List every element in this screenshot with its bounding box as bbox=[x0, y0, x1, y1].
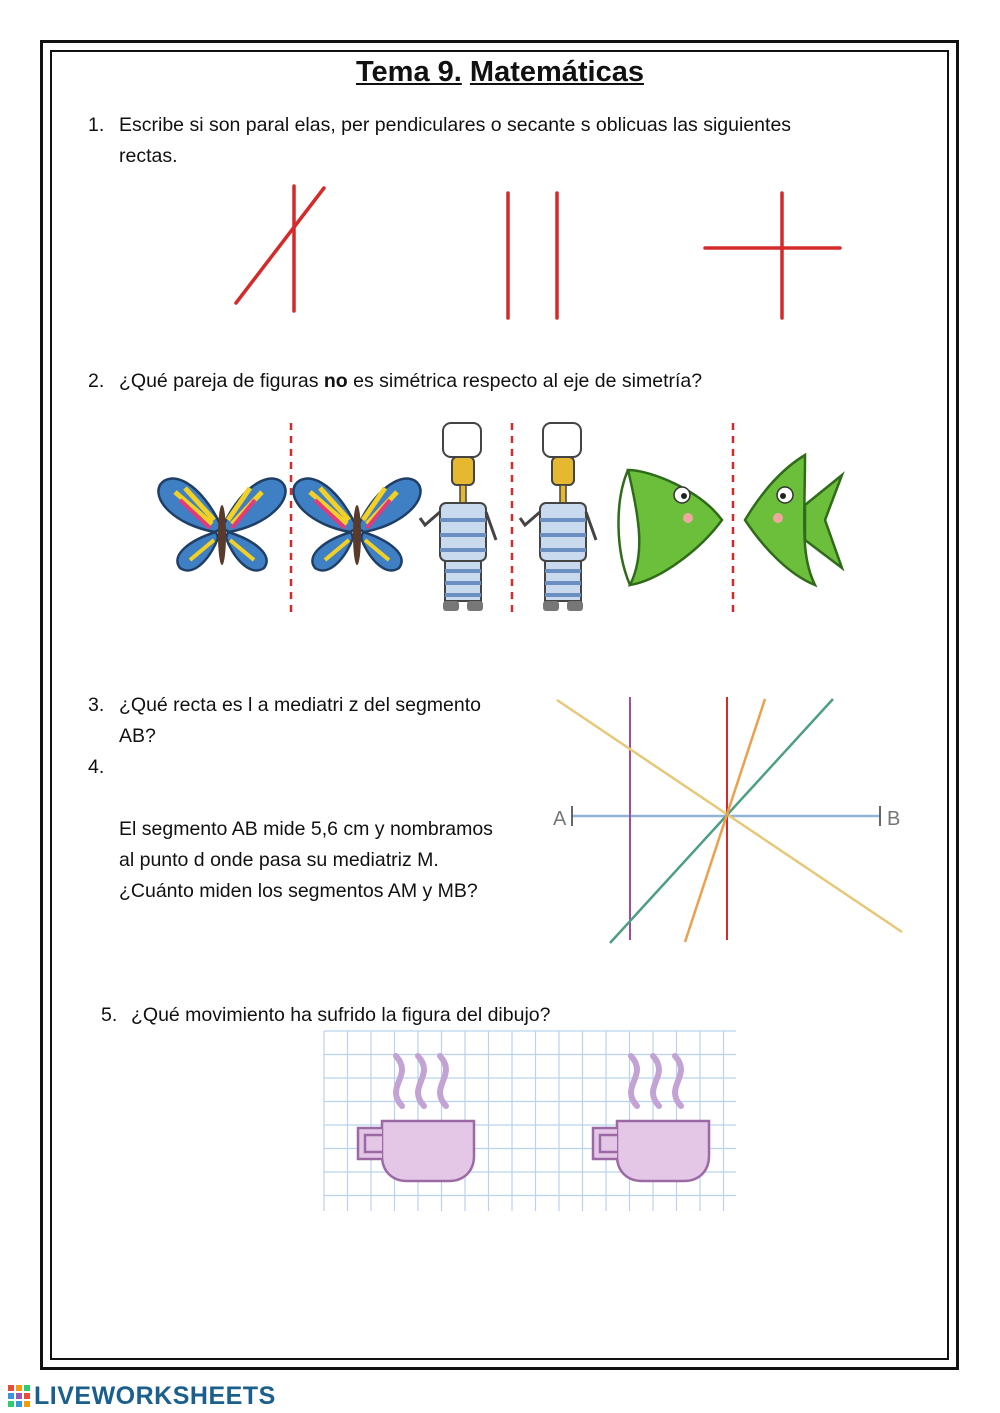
q1-number: 1. bbox=[88, 114, 105, 136]
label-b: B bbox=[887, 808, 901, 830]
cup-right bbox=[593, 1056, 709, 1181]
q4-text-line2: al punto d onde pasa su mediatriz M. bbox=[119, 849, 439, 871]
orange-line bbox=[685, 699, 765, 942]
title-part-1: Tema 9. bbox=[355, 56, 462, 88]
q1-text-line1: Escribe si son paral elas, per pendiculares o secante s oblicuas las siguientes bbox=[119, 114, 792, 136]
cups-grid-figure bbox=[324, 1031, 736, 1211]
q4-text-line1: El segmento AB mide 5,6 cm y nombramos bbox=[119, 818, 493, 840]
q4-number: 4. bbox=[88, 756, 105, 778]
green-line bbox=[610, 699, 833, 943]
title-part-2: Matemáticas bbox=[469, 56, 644, 88]
cup-left bbox=[358, 1056, 474, 1181]
label-a: A bbox=[553, 808, 567, 830]
q3-text-line1: ¿Qué recta es l a mediatri z del segmento bbox=[119, 694, 481, 716]
q3-text-line2: AB? bbox=[119, 725, 156, 747]
q4-text-line3: ¿Cuánto miden los segmentos AM y MB? bbox=[119, 880, 478, 902]
brand-name: LIVEWORKSHEETS bbox=[34, 1381, 276, 1410]
q2-text-before: ¿Qué pareja de figuras bbox=[119, 370, 324, 392]
liveworksheets-logo[interactable] bbox=[8, 1381, 276, 1411]
q2-number: 2. bbox=[88, 370, 105, 392]
q5-text: ¿Qué movimiento ha sufrido la figura del dibujo? bbox=[131, 1004, 551, 1026]
q2-text-bold: no bbox=[323, 370, 348, 392]
q5-number: 5. bbox=[101, 1004, 118, 1026]
logo-icon bbox=[8, 1385, 30, 1407]
q2-text-after: es simétrica respecto al eje de simetría? bbox=[347, 370, 703, 392]
q1-text-line2: rectas. bbox=[119, 145, 178, 167]
q3-number: 3. bbox=[88, 694, 105, 716]
